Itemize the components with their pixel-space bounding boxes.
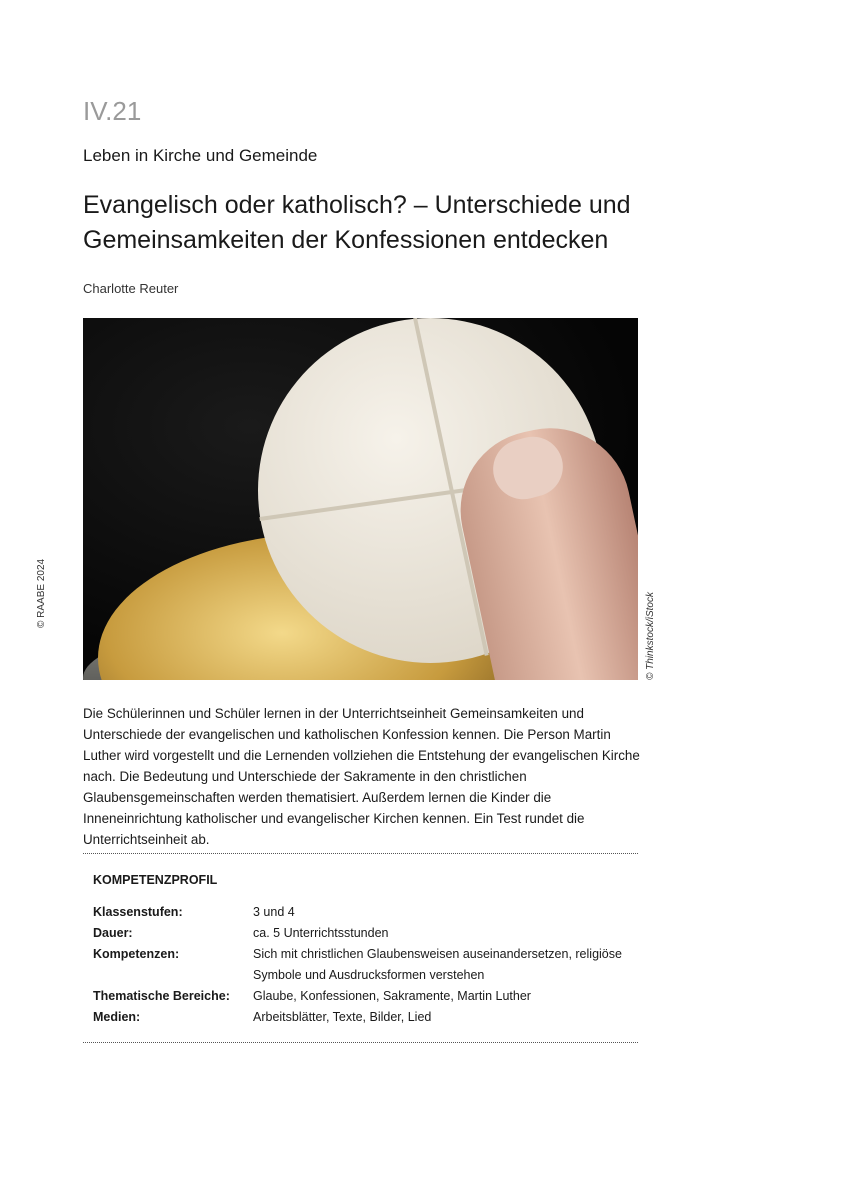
row-label: Thematische Bereiche: — [93, 989, 230, 1003]
row-value: ca. 5 Unterrichtsstunden — [253, 926, 389, 940]
row-label: Dauer: — [93, 926, 133, 940]
profile-heading: KOMPETENZPROFIL — [93, 873, 218, 887]
intro-paragraph: Die Schülerinnen und Schüler lernen in der Unterrichtseinheit Gemeinsamkeiten und Unterschiede der evangelischen und katholischen Konfession kennen. Die Person Martin Luther wird vorgestellt und die Lernenden vollziehen die Entstehung der evangelischen Kirche nach. Die Bedeutung und Unterschiede der Sakramente in den christlichen Glaubensgemeinschaften werden thematisiert. Außerdem lernen die Kinder die Inneneinrichtung katholischer und evangelischer Kirchen kennen. Ein Test rundet die Unterrichtseinheit ab. — [83, 706, 640, 847]
divider — [83, 1042, 638, 1043]
row-value: Glaube, Konfessionen, Sakramente, Martin Luther — [253, 989, 531, 1003]
section-title: Leben in Kirche und Gemeinde — [83, 146, 318, 165]
profile-row — [93, 902, 638, 923]
profile-row — [93, 1007, 638, 1028]
divider — [83, 853, 638, 854]
author: Charlotte Reuter — [83, 281, 179, 296]
profile-row — [93, 944, 638, 986]
profile-table — [93, 902, 638, 1028]
profile-row — [93, 986, 638, 1007]
row-value: 3 und 4 — [253, 905, 295, 919]
profile-row — [93, 923, 638, 944]
photo-communion-host-chalice — [83, 318, 638, 680]
row-value: Sich mit christlichen Glaubensweisen auseinandersetzen, religiöse Symbole und Ausdrucksformen verstehen — [253, 947, 622, 982]
row-label: Medien: — [93, 1010, 141, 1024]
row-label: Kompetenzen: — [93, 947, 180, 961]
row-value: Arbeitsblätter, Texte, Bilder, Lied — [253, 1010, 432, 1024]
unit-number: IV.21 — [83, 96, 142, 126]
photo-credit: © Thinkstock/iStock — [645, 592, 656, 680]
row-label: Klassenstufen: — [93, 905, 183, 919]
copyright: © RAABE 2024 — [36, 558, 47, 628]
page-title: Evangelisch oder katholisch? – Unterschiede und Gemeinsamkeiten der Konfessionen entdecken — [83, 191, 631, 254]
